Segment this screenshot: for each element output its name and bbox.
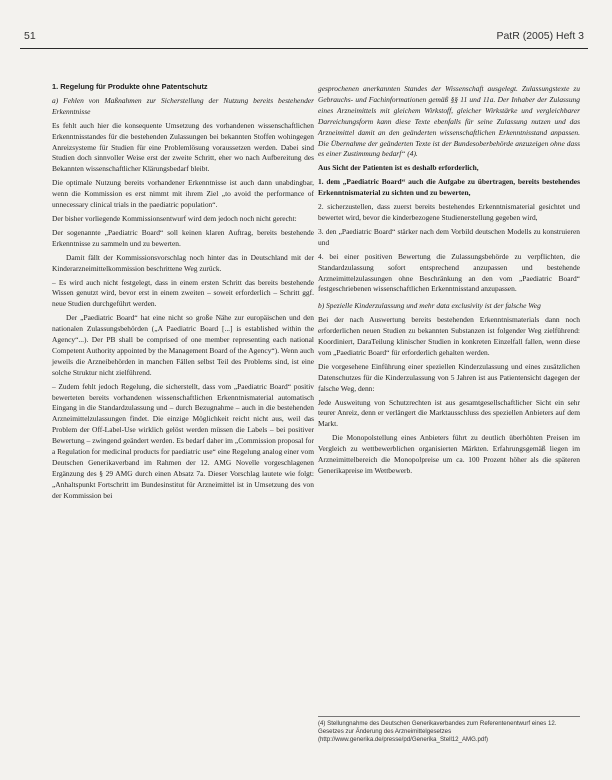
- paragraph: Die vorgesehene Einführung einer speziellen Kinderzulassung und eines zusätzlichen Datenschutzes für die Kinderzulassung von 5 Jahren ist aus Patientensicht dagegen der falsche Weg, denn:: [318, 361, 580, 393]
- lead-sentence: Aus Sicht der Patienten ist es deshalb erforderlich,: [318, 163, 479, 173]
- paragraph: Jede Ausweitung von Schutzrechten ist aus gesamtgesellschaftlicher Sicht ein sehr teurer Anreiz, denn er verlängert die Marktausschluss des speziellen Anbieters auf dem Markt.: [318, 397, 580, 429]
- page-number: 51: [24, 30, 36, 42]
- paragraph: Der „Paediatric Board“ hat eine nicht so große Nähe zur europäischen und den nationalen Zulassungsbehörden („A Paediatric Board [...] is established within the Agency“...). Der PB shall be comprised of one member representing each national Competent Authority appointed by the Management Board of the Agency“). Wenn auch jeweils die Arzneibehörden in manchen Fällen selbst Teil des Problems sind, ist eine solche Struktur nicht zielführend.: [52, 313, 314, 377]
- right-column: [318, 84, 580, 480]
- list-item: 4. bei einer positiven Bewertung die Zulassungsbehörde zu verpflichten, die Standardzulassung sofort entsprechend anzupassen und bestehende Arzneimittelzulassungen ohne Beschränkung an den vom „Paediatric Board“ festgeschriebenen wissenschaftlichen Erkenntnisstand anzupassen.: [318, 251, 580, 294]
- subsection-heading: b) Spezielle Kinderzulassung und mehr data exclusivity ist der falsche Weg: [318, 301, 541, 311]
- list-item: 3. den „Paediatric Board“ stärker nach dem Vorbild deutschen Modells zu konstruieren und: [318, 226, 580, 247]
- paragraph: – Zudem fehlt jedoch Regelung, die sicherstellt, dass vom „Paediatric Board“ positiv bewerteten bereits vorhandenen wissenschaftlichen Erkenntnismaterial automatisch Eingang in die Standardzulassung und – durch Bezugnahme – auch in die bestehenden Arzneimittelzulassungen findet. Die einzige Möglichkeit reicht nicht aus, weil das Problem der Off-Label-Use wirklich gelöst werden müssen die Labels – bei positiver Bewertung – zwingend geändert werden. Es bedarf daher im „Commission proposal for a Regulation for medicinal products for paediatric use“ eine Regelung analog einer vom Deutschen Generikaverband im Rahmen der 12. AMG Novelle vorgeschlagenen Ergänzung des § 29 AMG durch einen Absatz 7a. Dieser Vorschlag lautete wie folgt: „Anhaltspunkt Fortschritt im Bundesinstitut für Arzneimittel ist in Umsetzung des von der Kommission bei: [52, 381, 314, 500]
- left-column: [52, 82, 314, 505]
- paragraph: Die Monopolstellung eines Anbieters führt zu deutlich überhöhten Preisen im Vergleich zu wettbewerblichen organisierten Märkten. Erfahrungsgemäß liegen im Arzneimittelbereich die Monopolpreise um ca. 100 Prozent höher als die späteren Generikapreise im Wettbewerb.: [318, 433, 580, 475]
- paragraph: Es fehlt auch hier die konsequente Umsetzung des vorhandenen wissenschaftlichen Erkenntnisstandes für die bestehenden Zulassungen bei bekannten Stoffen wohingegen Anreizsysteme für Studien für eine Problemlösung voraussetzen werden. Dabei sind Studien doch sinnvoller Weise erst der zweite Schritt, eher wo nach Aufbereitung des Bekannten wissenschaftlicher Klärungsbedarf bleibt.: [52, 120, 314, 174]
- paragraph: Der bisher vorliegende Kommissionsentwurf wird dem jedoch noch nicht gerecht:: [52, 213, 297, 223]
- subsection-heading: a) Fehlen von Maßnahmen zur Sicherstellung der Nutzung bereits bestehender Erkenntnisse: [52, 95, 314, 116]
- list-item: 2. sicherzustellen, dass zuerst bereits bestehendes Erkenntnismaterial gesichtet und bewertet wird, bevor die kinderbezogene Studienerstellung gegeben wird,: [318, 202, 580, 222]
- footnote: (4) Stellungnahme des Deutschen Generikaverbandes zum Referentenentwurf eines 12. Gesetzes zur Änderung des Arzneimittelgesetzes (http://www.generika.de/presse/pd/Generika_Stell12_AMG.pdf): [318, 716, 580, 745]
- paragraph: – Es wird auch nicht festgelegt, dass in einem ersten Schritt das bereits bestehende Wissen genutzt wird, bevor erst in einem zweiten – soweit erforderlich – Schritt ggf. neue Studien durchgeführt werden.: [52, 277, 314, 309]
- paragraph: Die optimale Nutzung bereits vorhandener Erkenntnisse ist auch dann unabdingbar, wenn die Kommission es erst nimmt mit ihrem Ziel „to avoid the performance of unnecessary clinical trials in the paediatric population“.: [52, 178, 314, 210]
- journal-title: PatR (2005) Heft 3: [496, 30, 584, 42]
- paragraph: gesprochenen anerkannten Standes der Wissenschaft ausgelegt. Zulassungstexte zu Gebrauchs- und Fachinformationen gemäß §§ 11 und 11a. Der Inhaber der Zulassung eines Arzneimittels mit gleichem Wirkstoff, gleicher Wirkstärke und vergleichbarer Darreichungsform kann diese Texte ebenfalls für seine Zulassung nutzen und das Arzneimittel damit an den geänderten wissenschaftlichen Erkenntnisstand anpassen. Die Übernahme der geänderten Texte ist der Bundesoberbehörde anzuzeigen ohne dass es einer Zustimmung bedarf“ (4).: [318, 84, 580, 159]
- paragraph: Der sogenannte „Paediatric Board“ soll keinen klaren Auftrag, bereits bestehende Erkenntnisse zu sammeln und zu bewerten.: [52, 227, 314, 248]
- page-header: [20, 28, 588, 49]
- paragraph: Damit fällt der Kommissionsvorschlag noch hinter das in Deutschland mit der Kinderarzneimittelkommission beschrittene Weg zurück.: [52, 252, 314, 273]
- paragraph: Bei der nach Auswertung bereits bestehenden Erkenntnismaterials dann noch erforderlichen neuen Studien zu bekannten Substanzen ist folgender Weg zielführend: Koordiniert, DaraTeilung klinischer Studien in konkreten Einzelfall fallen, wenn diese vom „Paediatric Board“ für erforderlich gehalten werden.: [318, 315, 580, 357]
- section-heading: 1. Regelung für Produkte ohne Patentschutz: [52, 82, 208, 91]
- list-item: 1. dem „Paediatric Board“ auch die Aufgabe zu übertragen, bereits bestehendes Erkenntnismaterial zu sichten und zu bewerten,: [318, 177, 580, 198]
